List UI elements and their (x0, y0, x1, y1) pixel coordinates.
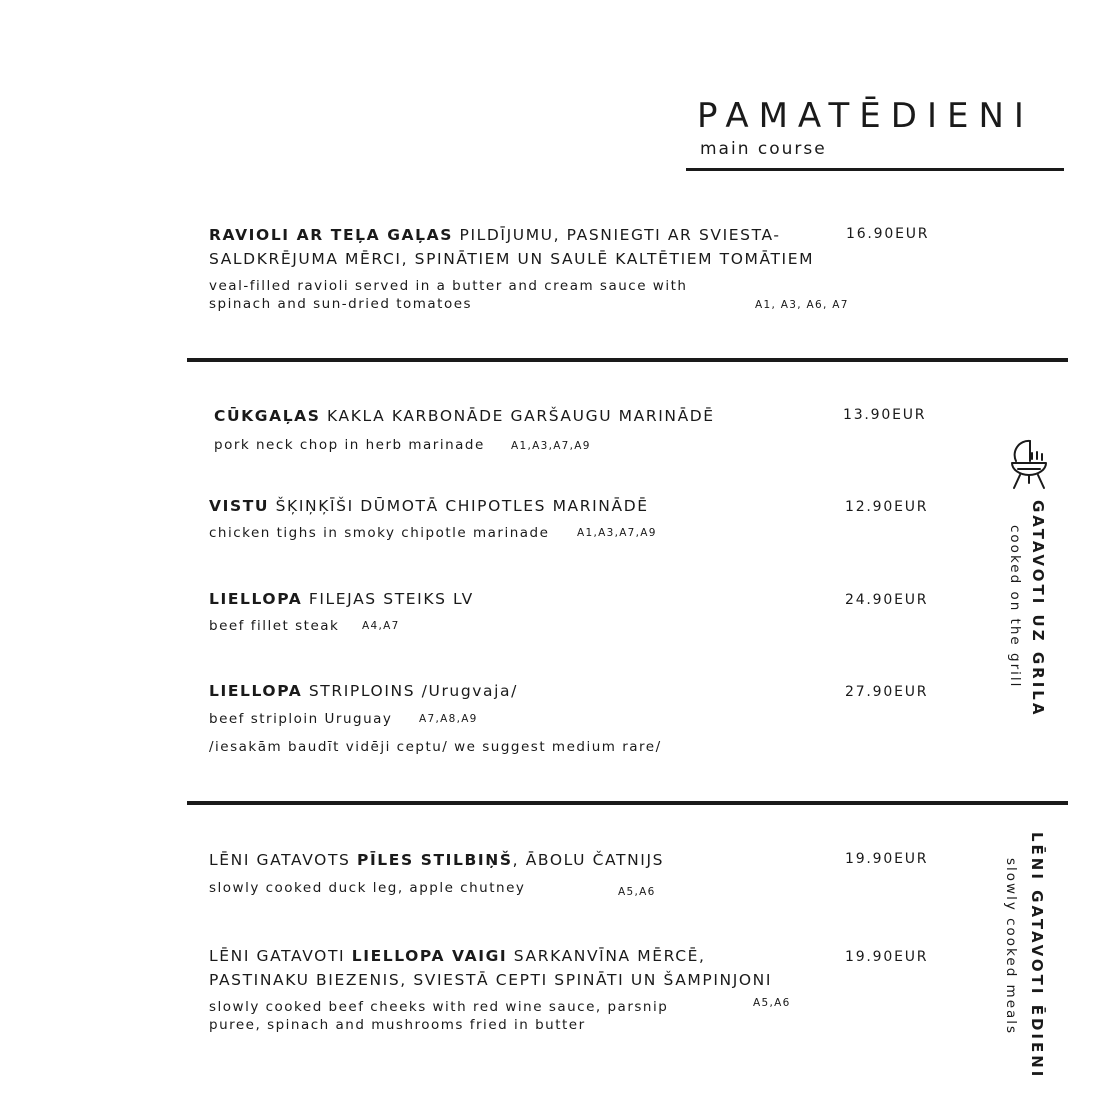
item-description: slowly cooked beef cheeks with red wine sauce, parsnip (209, 999, 669, 1015)
item-description: pork neck chop in herb marinade (214, 437, 485, 453)
item-allergens: A5,A6 (753, 997, 791, 1009)
grill-icon (1006, 435, 1052, 491)
item-description-line2: puree, spinach and mushrooms fried in butter (209, 1017, 586, 1033)
section-sublabel-grill: cooked on the grill (1007, 525, 1023, 689)
section-label-grill: GATAVOTI UZ GRILA (1029, 500, 1047, 718)
item-allergens: A5,A6 (618, 886, 656, 898)
item-name: LĒNI GATAVOTI LIELLOPA VAIGI SARKANVĪNA MĒRCĒ, (209, 947, 706, 965)
item-name: LĒNI GATAVOTS PĪLES STILBIŅŠ, ĀBOLU ČATNIJS (209, 851, 665, 869)
item-note: /iesakām baudīt vidēji ceptu/ we suggest medium rare/ (209, 739, 662, 755)
item-allergens: A1, A3, A6, A7 (755, 299, 849, 311)
item-description: beef fillet steak (209, 618, 340, 634)
item-price: 24.90EUR (845, 592, 929, 608)
section-divider (187, 358, 1068, 362)
page-subtitle: main course (700, 139, 827, 159)
item-name: LIELLOPA FILEJAS STEIKS LV (209, 590, 474, 608)
item-price: 12.90EUR (845, 499, 929, 515)
item-name: RAVIOLI AR TEĻA GAĻAS PILDĪJUMU, PASNIEGTI AR SVIESTA- (209, 226, 781, 244)
item-price: 19.90EUR (845, 949, 929, 965)
title-underline (686, 168, 1064, 171)
section-sublabel-slow: slowly cooked meals (1003, 858, 1019, 1036)
item-name: LIELLOPA STRIPLOINS /Urugvaja/ (209, 682, 518, 700)
item-description: slowly cooked duck leg, apple chutney (209, 880, 526, 896)
item-description: beef striploin Uruguay (209, 711, 393, 727)
item-allergens: A7,A8,A9 (419, 713, 478, 725)
item-name-line2: SALDKRĒJUMA MĒRCI, SPINĀTIEM UN SAULĒ KALTĒTIEM TOMĀTIEM (209, 250, 815, 268)
item-name: CŪKGAĻAS KAKLA KARBONĀDE GARŠAUGU MARINĀDĒ (214, 407, 715, 425)
item-name: VISTU ŠĶIŅĶĪŠI DŪMOTĀ CHIPOTLES MARINĀDĒ (209, 497, 649, 515)
item-allergens: A1,A3,A7,A9 (511, 440, 591, 452)
item-price: 19.90EUR (845, 851, 929, 867)
item-description: veal-filled ravioli served in a butter and cream sauce with (209, 278, 688, 294)
item-price: 27.90EUR (845, 684, 929, 700)
item-price: 13.90EUR (843, 407, 927, 423)
section-label-slow: LĒNI GATAVOTI ĒDIENI (1028, 832, 1046, 1080)
item-description-line2: spinach and sun-dried tomatoes (209, 296, 473, 312)
item-allergens: A1,A3,A7,A9 (577, 527, 657, 539)
item-description: chicken tighs in smoky chipotle marinade (209, 525, 550, 541)
item-name-line2: PASTINAKU BIEZENIS, SVIESTĀ CEPTI SPINĀTI UN ŠAMPINJONI (209, 971, 773, 989)
item-allergens: A4,A7 (362, 620, 400, 632)
page-title: PAMATĒDIENI (697, 96, 1034, 136)
section-divider (187, 801, 1068, 805)
item-price: 16.90EUR (846, 226, 930, 242)
